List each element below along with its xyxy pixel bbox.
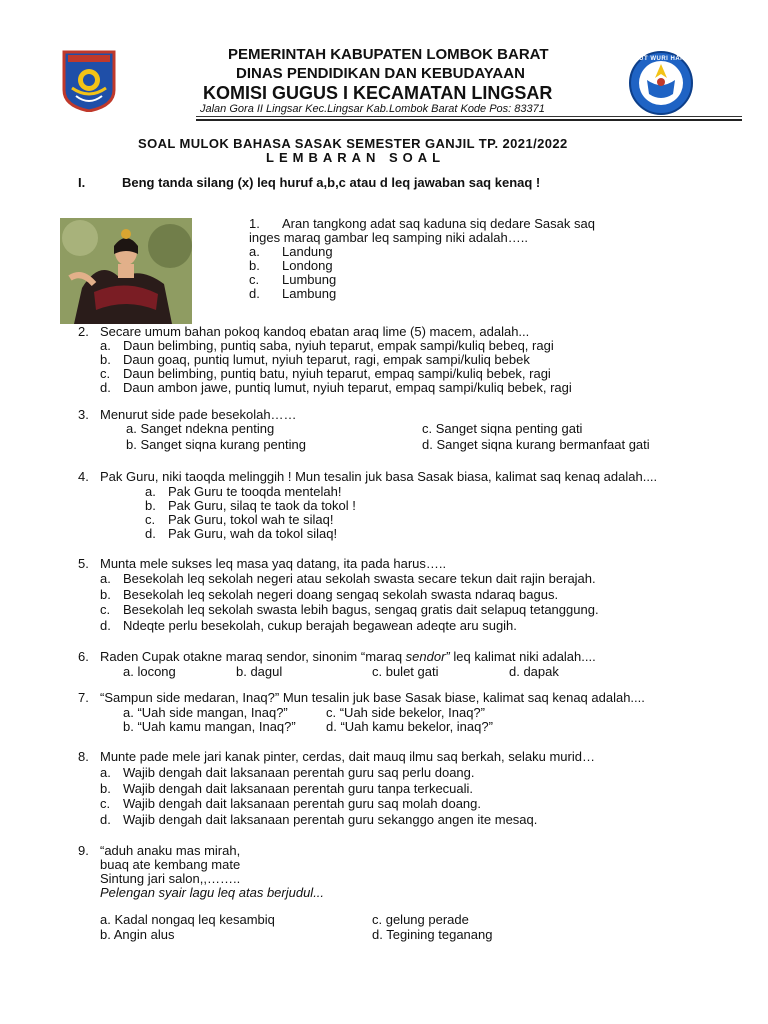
q1-option-d: Lambung [282, 286, 337, 301]
tut-wuri-handayani-logo [623, 50, 710, 116]
q9-question: Pelengan syair lagu leq atas berjudul... [100, 885, 325, 900]
q2-text: Secare umum bahan pokoq kandoq ebatan araq lime (5) macem, adalah... [100, 324, 530, 339]
q3-option-b: b. Sanget siqna kurang penting [126, 437, 306, 452]
q7-text: “Sampun side medaran, Inaq?” Mun tesalin juk base Sasak biase, kalimat saq kenaq adalah.... [100, 690, 645, 705]
q6-option-a: a. locong [123, 664, 176, 679]
q2-option-d: Daun ambon jawe, puntiq lumut, nyiuh teparut, empaq sampi/kuliq bebek, ragi [123, 380, 572, 395]
q4-option-d-letter: d. [145, 526, 156, 541]
q9-poem-line-1: “aduh anaku mas mirah, [100, 843, 241, 858]
q7-number: 7. [78, 690, 89, 705]
q9-option-a: a. Kadal nongaq leq kesambiq [100, 912, 275, 927]
q6-option-c: c. bulet gati [372, 664, 439, 679]
exam-subtitle: LEMBARAN SOAL [266, 150, 446, 165]
q8-option-b-letter: b. [100, 781, 111, 796]
q8-option-b: Wajib dengah dait laksanaan perentah guru tanpa terkecuali. [123, 781, 474, 796]
q4-option-a: Pak Guru te tooqda mentelah! [168, 484, 342, 499]
q4-option-a-letter: a. [145, 484, 156, 499]
q1-option-b-letter: b. [249, 258, 260, 273]
q5-text: Munta mele sukses leq masa yaq datang, ita pada harus….. [100, 556, 447, 571]
header-rule-thin [196, 116, 742, 117]
q6-option-d: d. dapak [509, 664, 559, 679]
q1-text-2: inges maraq gambar leq samping niki adalah….. [249, 230, 528, 245]
q1-option-b: Londong [282, 258, 333, 273]
q4-option-d: Pak Guru, wah da tokol silaq! [168, 526, 338, 541]
q7-option-a: a. “Uah side mangan, Inaq?” [123, 705, 288, 720]
q8-option-d-letter: d. [100, 812, 111, 827]
section-instruction: Beng tanda silang (x) leq huruf a,b,c atau d leq jawaban saq kenaq ! [122, 175, 541, 190]
q1-text-1: Aran tangkong adat saq kaduna siq dedare Sasak saq [282, 216, 595, 231]
q4-text: Pak Guru, niki taoqda melinggih ! Mun tesalin juk basa Sasak biasa, kalimat saq kenaq adalah.... [100, 469, 658, 484]
q2-option-d-letter: d. [100, 380, 111, 395]
header-line-2: DINAS PENDIDIKAN DAN KEBUDAYAAN [236, 65, 525, 82]
q5-option-b-letter: b. [100, 587, 111, 602]
q2-option-a: Daun belimbing, puntiq saba, nyiuh teparut, empak sampi/kuliq bebeq, ragi [123, 338, 554, 353]
q2-option-b: Daun goaq, puntiq lumut, nyiuh teparut, ragi, empak sampi/kuliq bebek [123, 352, 530, 367]
q5-option-d: Ndeqte perlu besekolah, cukup berajah begawean adeqte aru sugih. [123, 618, 517, 633]
q2-option-c-letter: c. [100, 366, 111, 381]
q9-option-c: c. gelung perade [372, 912, 469, 927]
q9-option-b: b. Angin alus [100, 927, 175, 942]
q8-option-c-letter: c. [100, 796, 111, 811]
section-number: I. [78, 175, 86, 190]
q8-text: Munte pade mele jari kanak pinter, cerdas, dait mauq ilmu saq berkah, selaku murid… [100, 749, 595, 764]
q1-number: 1. [249, 216, 260, 231]
q1-option-d-letter: d. [249, 286, 260, 301]
q4-option-b-letter: b. [145, 498, 156, 513]
q2-option-b-letter: b. [100, 352, 111, 367]
q8-option-d: Wajib dengah dait laksanaan perentah guru sekanggo angen ite mesaq. [123, 812, 538, 827]
q1-option-c: Lumbung [282, 272, 337, 287]
q1-option-a-letter: a. [249, 244, 260, 259]
q5-option-c: Besekolah leq sekolah swasta lebih bagus, sengaq gratis dait selapuq tetanggung. [123, 602, 599, 617]
q6-text: Raden Cupak otakne maraq sendor, sinonim “maraq sendor” leq kalimat niki adalah.... [100, 649, 596, 664]
lombok-barat-logo [60, 50, 118, 112]
q4-number: 4. [78, 469, 89, 484]
q4-option-c-letter: c. [145, 512, 156, 527]
logo-caption: TUT WURI HANDAYANI [635, 56, 710, 62]
q1-option-a: Landung [282, 244, 333, 259]
q3-option-c: c. Sanget siqna penting gati [422, 421, 583, 436]
q5-option-d-letter: d. [100, 618, 111, 633]
q9-number: 9. [78, 843, 89, 858]
q5-option-a-letter: a. [100, 571, 111, 586]
header-line-3: KOMISI GUGUS I KECAMATAN LINGSAR [203, 83, 553, 103]
exam-title: SOAL MULOK BAHASA SASAK SEMESTER GANJIL TP. 2021/2022 [138, 136, 568, 151]
q7-option-c: c. “Uah side bekelor, Inaq?” [326, 705, 485, 720]
q6-number: 6. [78, 649, 89, 664]
q8-number: 8. [78, 749, 89, 764]
q8-option-c: Wajib dengah dait laksanaan perentah guru saq molah doang. [123, 796, 481, 811]
q4-option-c: Pak Guru, tokol wah te silaq! [168, 512, 334, 527]
q7-option-d: d. “Uah kamu bekelor, inaq?” [326, 719, 493, 734]
header-address: Jalan Gora II Lingsar Kec.Lingsar Kab.Lombok Barat Kode Pos: 83371 [200, 103, 545, 115]
q2-option-c: Daun belimbing, puntiq batu, nyiuh teparut, empaq sampi/kuliq bebek, ragi [123, 366, 551, 381]
q8-option-a-letter: a. [100, 765, 111, 780]
q2-option-a-letter: a. [100, 338, 111, 353]
q9-poem-line-2: buaq ate kembang mate [100, 857, 241, 872]
q6-option-b: b. dagul [236, 664, 283, 679]
header-line-1: PEMERINTAH KABUPATEN LOMBOK BARAT [228, 46, 549, 63]
q5-number: 5. [78, 556, 89, 571]
q1-option-c-letter: c. [249, 272, 260, 287]
q2-number: 2. [78, 324, 89, 339]
q3-number: 3. [78, 407, 89, 422]
q3-option-d: d. Sanget siqna kurang bermanfaat gati [422, 437, 650, 452]
q9-poem-line-3: Sintung jari salon,,…….. [100, 871, 241, 886]
q9-option-d: d. Tegining teganang [372, 927, 493, 942]
sasak-dancer-photo [60, 218, 192, 324]
q7-option-b: b. “Uah kamu mangan, Inaq?” [123, 719, 296, 734]
q5-option-a: Besekolah leq sekolah negeri atau sekolah swasta secare tekun dait rajin berajah. [123, 571, 596, 586]
q3-option-a: a. Sanget ndekna penting [126, 421, 275, 436]
q4-option-b: Pak Guru, silaq te taok da tokol ! [168, 498, 356, 513]
header-rule-thick [196, 119, 742, 121]
q5-option-b: Besekolah leq sekolah negeri doang sengaq sekolah swasta ndaraq bagus. [123, 587, 559, 602]
q8-option-a: Wajib dengah dait laksanaan perentah guru saq perlu doang. [123, 765, 475, 780]
q3-text: Menurut side pade besekolah…… [100, 407, 297, 422]
q5-option-c-letter: c. [100, 602, 111, 617]
